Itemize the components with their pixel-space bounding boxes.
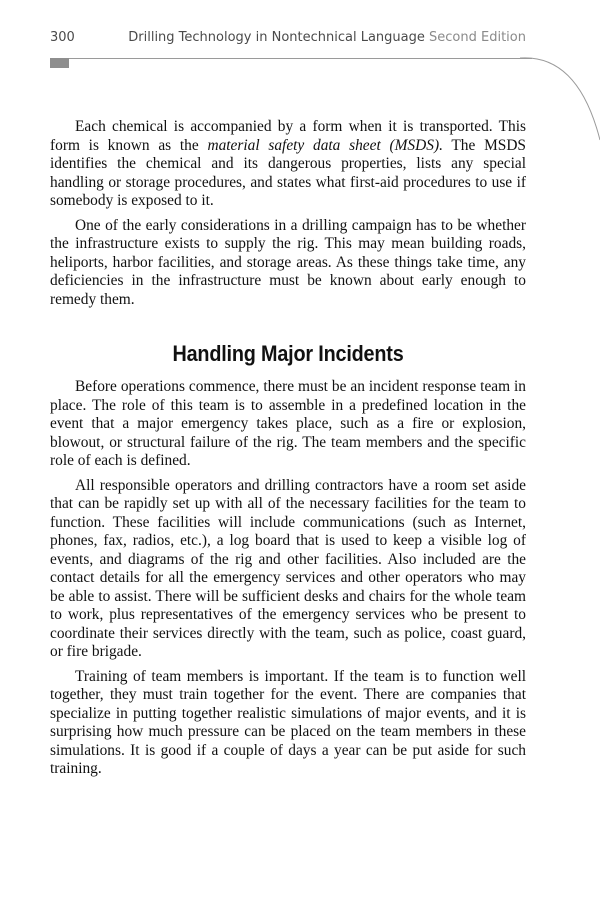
page-number: 300 [50, 30, 75, 45]
section-heading: Handling Major Incidents [172, 341, 404, 366]
body-text [50, 118, 526, 785]
paragraph-text: The MSDS identifies the chemical and its dangerous properties, lists any special handling or storage procedures, and states what first-aid procedures to use if somebody is exposed to it. [50, 136, 526, 209]
paragraph: All responsible operators and drilling contractors have a room set aside that can be rapidly set up with all of the necessary facilities for the team to function. These facilities will include communications (such as Internet, phones, fax, radios, etc.), a log board that is used to keep a visible log of events, and diagrams of the rig and other facilities. Also included are the contact details for all the emergency services and other operators who may be able to assist. There will be sufficient desks and chairs for the whole team to work, plus representatives of the emergency services who be present to coordinate their services directly with the team, such as police, coast guard, or fire brigade. [50, 476, 526, 660]
edition-label: Second Edition [429, 30, 526, 45]
page-corner-curve [520, 52, 600, 152]
defined-term: material safety data sheet (MSDS). [207, 136, 443, 154]
paragraph: One of the early considerations in a drilling campaign has to be whether the infrastructure exists to supply the rig. This may mean building roads, heliports, harbor facilities, and storage areas. As these things take time, any deficiencies in the infrastructure must be known about early enough to remedy them. [50, 216, 526, 308]
paragraph: Before operations commence, there must be an incident response team in place. The role of this team is to assemble in a predefined location in the event that a major emergency takes place, such as a fire or explosion, blowout, or structural failure of the rig. The team members and the specific role of each is defined. [50, 378, 526, 469]
book-title: Drilling Technology in Nontechnical Language [128, 30, 425, 45]
paragraph [50, 118, 526, 211]
header-rule [50, 58, 532, 59]
running-title [128, 30, 526, 45]
paragraph-text: Each chemical is accompanied by a form when it is transported. This form is known as the [50, 118, 526, 154]
header-marker [50, 58, 69, 68]
paragraph: Training of team members is important. If the team is to function well together, they must train together for the event. There are companies that specialize in putting together realistic simulations of major events, and it is surprising how much pressure can be placed on the team members in these simulations. It is good if a couple of days a year can be put aside for such training. [50, 667, 526, 777]
running-header [50, 30, 526, 50]
